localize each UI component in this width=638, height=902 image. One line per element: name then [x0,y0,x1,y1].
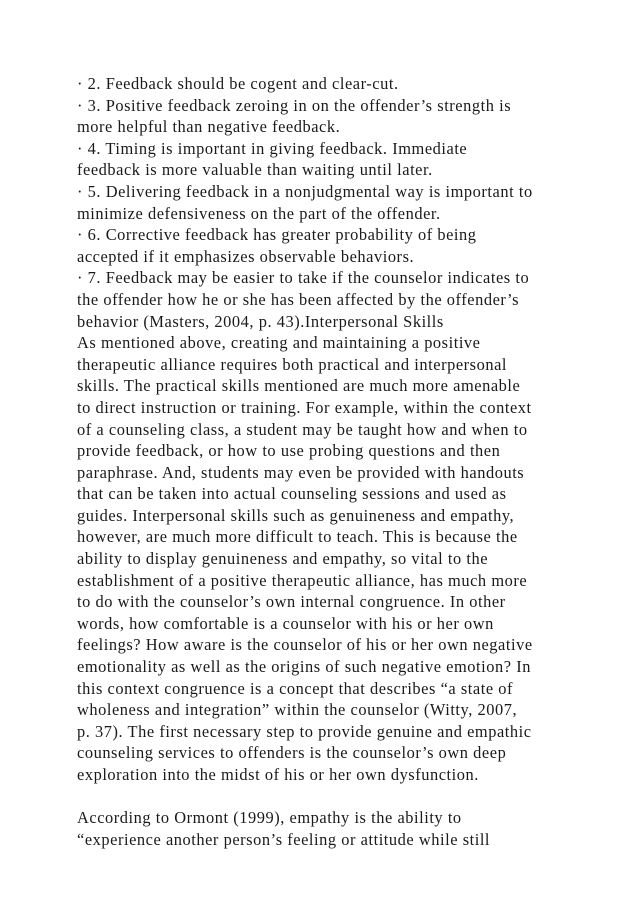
paragraph-line: exploration into the midst of his or her own dysfunction. [77,765,479,784]
paragraph-line: counseling services to offenders is the counselor’s own deep [77,743,507,763]
paragraph-line: words, how comfortable is a counselor with his or her own [77,613,494,633]
feedback-item-6: · 6. Corrective feedback has greater probability of being [77,225,477,245]
paragraph-line: therapeutic alliance requires both practical and interpersonal [77,354,508,374]
paragraph-line: ability to display genuineness and empathy, so vital to the [77,549,489,569]
text-line: more helpful than negative feedback. [77,117,341,137]
text-line: minimize defensiveness on the part of the offender. [77,203,441,223]
feedback-item-3: · 3. Positive feedback zeroing in on the offender’s strength is [77,95,512,115]
feedback-item-5: · 5. Delivering feedback in a nonjudgmental way is important to [77,181,533,201]
paragraph-line: guides. Interpersonal skills such as genuineness and empathy, [77,505,515,525]
body-text [77,73,622,850]
paragraph-line: As mentioned above, creating and maintaining a positive [77,333,481,353]
paragraph-line: provide feedback, or how to use probing questions and then [77,441,501,461]
text-line: the offender how he or she has been affected by the offender’s [77,289,520,309]
paragraph-line: however, are much more difficult to teach. This is because the [77,527,518,547]
feedback-item-2: · 2. Feedback should be cogent and clear-cut. [77,74,399,93]
paragraph-line: that can be taken into actual counseling sessions and used as [77,484,507,504]
paragraph-break [77,786,622,808]
paragraph-line: to do with the counselor’s own internal congruence. In other [77,592,506,612]
paragraph-line: wholeness and integration” within the counselor (Witty, 2007, [77,700,518,720]
feedback-item-7: · 7. Feedback may be easier to take if the counselor indicates to [77,268,530,288]
feedback-item-4: · 4. Timing is important in giving feedback. Immediate [77,138,468,158]
paragraph-line: of a counseling class, a student may be taught how and when to [77,419,528,439]
paragraph-line: emotionality as well as the origins of such negative emotion? In [77,657,531,677]
text-line: feedback is more valuable than waiting until later. [77,160,433,180]
section-heading-line: behavior (Masters, 2004, p. 43).Interpersonal Skills [77,311,444,331]
paragraph-line: to direct instruction or training. For example, within the context [77,397,532,417]
paragraph-line: feelings? How aware is the counselor of his or her own negative [77,635,533,655]
paragraph-line: p. 37). The first necessary step to provide genuine and empathic [77,721,532,741]
paragraph-line: According to Ormont (1999), empathy is the ability to [77,808,462,828]
paragraph-line: skills. The practical skills mentioned are much more amenable [77,376,521,396]
paragraph-line: paraphrase. And, students may even be provided with handouts [77,462,525,482]
text-line: accepted if it emphasizes observable behaviors. [77,246,415,266]
paragraph-line: this context congruence is a concept that describes “a state of [77,678,514,698]
paragraph-line: “experience another person’s feeling or attitude while still [77,829,491,849]
paragraph-line: establishment of a positive therapeutic alliance, has much more [77,570,528,590]
